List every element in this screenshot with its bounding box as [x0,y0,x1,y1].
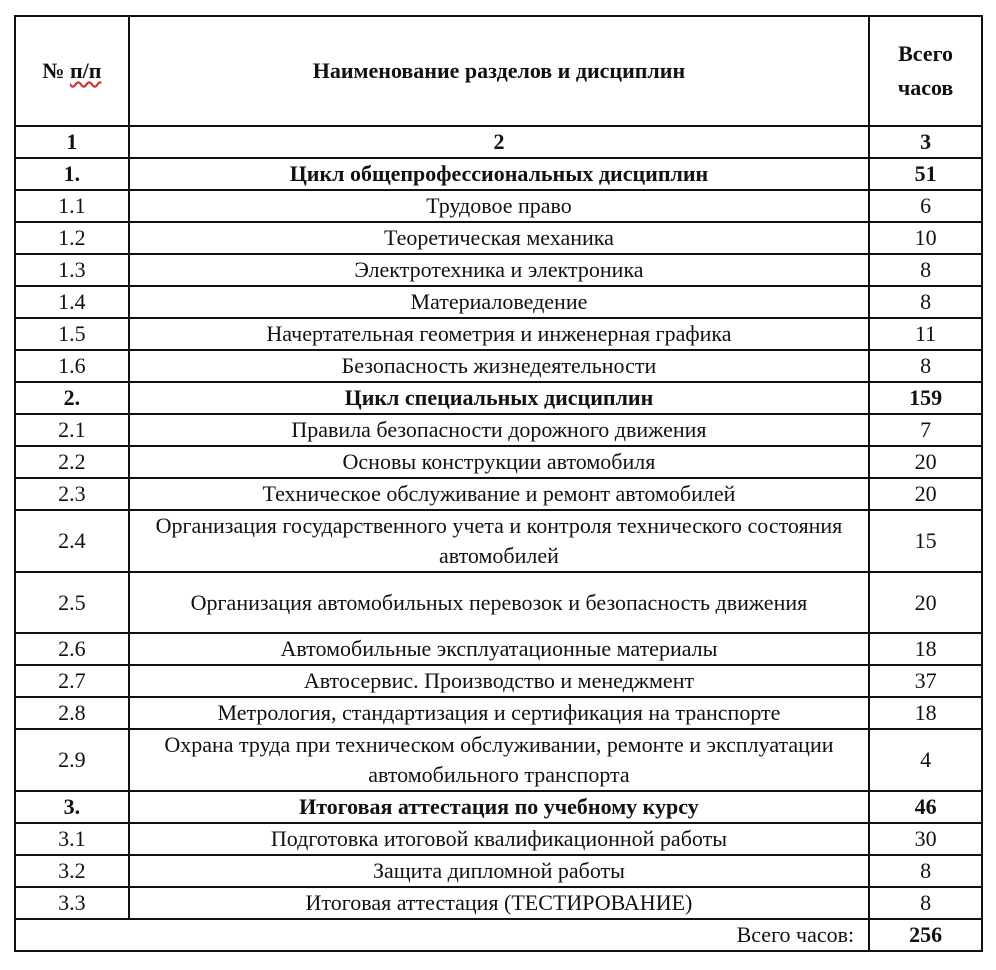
table-row [15,855,982,887]
hours-value: 20 [869,572,982,633]
discipline-name: Техническое обслуживание и ремонт автомобилей [129,478,869,510]
hours-value: 8 [869,887,982,919]
row-number: 1.6 [15,350,129,382]
hours-value: 11 [869,318,982,350]
column-number: 3 [869,126,982,158]
row-number: 2.9 [15,729,129,791]
discipline-name: Автосервис. Производство и менеджмент [129,665,869,697]
hours-value: 8 [869,350,982,382]
section-row [15,158,982,190]
hours-value: 8 [869,254,982,286]
discipline-name: Итоговая аттестация по учебному курсу [129,791,869,823]
hours-value: 15 [869,510,982,572]
header-row [15,16,982,126]
discipline-name: Организация автомобильных перевозок и безопасность движения [129,572,869,633]
row-number: 2.6 [15,633,129,665]
discipline-name: Теоретическая механика [129,222,869,254]
hours-value: 18 [869,633,982,665]
discipline-name: Электротехника и электроника [129,254,869,286]
discipline-name: Подготовка итоговой квалификационной работы [129,823,869,855]
row-number: 3.2 [15,855,129,887]
hours-value: 51 [869,158,982,190]
discipline-name: Цикл общепрофессиональных дисциплин [129,158,869,190]
hours-value: 20 [869,446,982,478]
row-number: 1.5 [15,318,129,350]
discipline-name: Метрология, стандартизация и сертификация на транспорте [129,697,869,729]
table-row [15,572,982,633]
column-number: 1 [15,126,129,158]
table-row [15,190,982,222]
table-row [15,318,982,350]
section-row [15,791,982,823]
discipline-name: Итоговая аттестация (ТЕСТИРОВАНИЕ) [129,887,869,919]
total-row [15,919,982,951]
discipline-name: Цикл специальных дисциплин [129,382,869,414]
row-number: 2.7 [15,665,129,697]
discipline-name: Охрана труда при техническом обслуживании, ремонте и эксплуатации автомобильного транспорта [129,729,869,791]
row-number: 3.3 [15,887,129,919]
row-number: 1.3 [15,254,129,286]
header-hours-line2: часов [897,75,954,100]
discipline-name: Трудовое право [129,190,869,222]
row-number: 2.1 [15,414,129,446]
table-row [15,254,982,286]
row-number: 1.1 [15,190,129,222]
header-hours-line1: Всего [898,41,954,66]
hours-value: 6 [869,190,982,222]
row-number: 1.2 [15,222,129,254]
row-number: 1. [15,158,129,190]
hours-value: 8 [869,855,982,887]
header-name: Наименование разделов и дисциплин [129,16,869,126]
table-row [15,665,982,697]
table-row [15,414,982,446]
number-sign: № [42,58,65,83]
table-row [15,510,982,572]
column-number: 2 [129,126,869,158]
total-label: Всего часов: [15,919,869,951]
row-number: 2.8 [15,697,129,729]
row-number: 3. [15,791,129,823]
discipline-name: Начертательная геометрия и инженерная графика [129,318,869,350]
hours-value: 18 [869,697,982,729]
discipline-name: Организация государственного учета и контроля технического состояния автомобилей [129,510,869,572]
table-row [15,823,982,855]
table-row [15,350,982,382]
discipline-name: Защита дипломной работы [129,855,869,887]
discipline-name: Основы конструкции автомобиля [129,446,869,478]
hours-value: 8 [869,286,982,318]
header-number-abbr: п/п [69,58,102,83]
table-row [15,478,982,510]
row-number: 3.1 [15,823,129,855]
hours-value: 30 [869,823,982,855]
column-number-row [15,126,982,158]
discipline-name: Материаловедение [129,286,869,318]
row-number: 2.5 [15,572,129,633]
hours-value: 20 [869,478,982,510]
hours-value: 10 [869,222,982,254]
row-number: 2.2 [15,446,129,478]
discipline-name: Правила безопасности дорожного движения [129,414,869,446]
table-row [15,729,982,791]
curriculum-table [14,15,983,952]
table-row [15,446,982,478]
discipline-name: Безопасность жизнедеятельности [129,350,869,382]
table-row [15,286,982,318]
table-row [15,697,982,729]
table-row [15,222,982,254]
total-value: 256 [869,919,982,951]
hours-value: 4 [869,729,982,791]
row-number: 1.4 [15,286,129,318]
row-number: 2.3 [15,478,129,510]
table-row [15,633,982,665]
header-hours [869,16,982,126]
row-number: 2.4 [15,510,129,572]
hours-value: 46 [869,791,982,823]
discipline-name: Автомобильные эксплуатационные материалы [129,633,869,665]
hours-value: 37 [869,665,982,697]
header-number [15,16,129,126]
row-number: 2. [15,382,129,414]
hours-value: 159 [869,382,982,414]
hours-value: 7 [869,414,982,446]
section-row [15,382,982,414]
table-row [15,887,982,919]
